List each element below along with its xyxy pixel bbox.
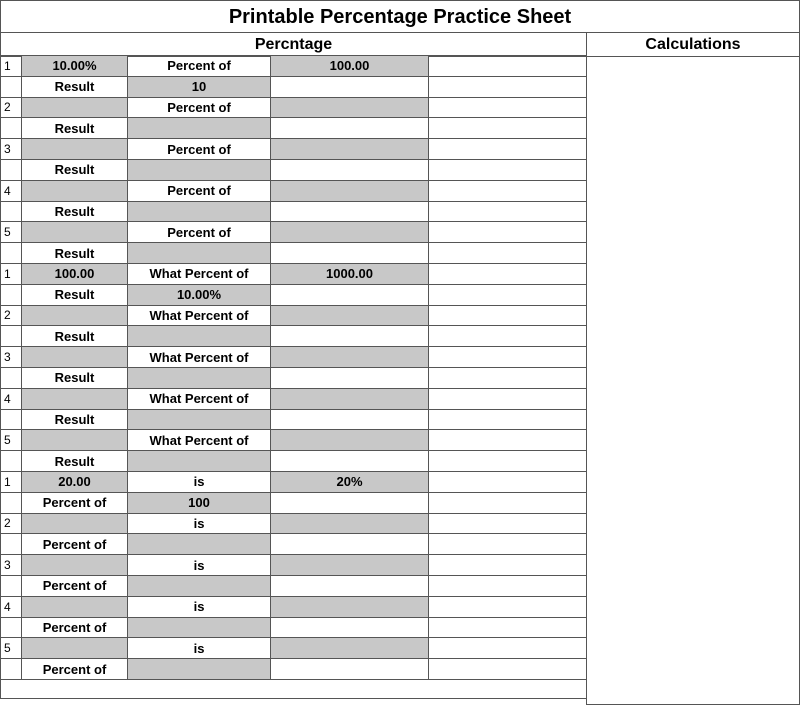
second-value-cell bbox=[270, 533, 429, 555]
second-value-cell bbox=[270, 575, 429, 597]
table-row bbox=[0, 118, 587, 139]
blank-cell bbox=[428, 284, 587, 306]
percentage-header: Percntage bbox=[0, 32, 587, 57]
operation-cell: is bbox=[127, 596, 271, 618]
first-value-cell: Percent of bbox=[21, 617, 128, 639]
first-value-cell[interactable] bbox=[21, 97, 128, 119]
blank-cell bbox=[428, 450, 587, 472]
table-row bbox=[0, 98, 587, 119]
row-number: 3 bbox=[0, 554, 22, 576]
operation-cell[interactable] bbox=[127, 575, 271, 597]
blank-cell bbox=[428, 533, 587, 555]
operation-cell: What Percent of bbox=[127, 429, 271, 451]
second-value-cell[interactable] bbox=[270, 429, 429, 451]
second-value-cell bbox=[270, 450, 429, 472]
table-row bbox=[0, 410, 587, 431]
blank-cell bbox=[428, 263, 587, 285]
blank-cell bbox=[428, 97, 587, 119]
calculations-area[interactable] bbox=[586, 56, 800, 705]
blank-cell bbox=[428, 658, 587, 680]
operation-cell: is bbox=[127, 554, 271, 576]
blank-cell bbox=[428, 471, 587, 493]
operation-cell: What Percent of bbox=[127, 263, 271, 285]
table-row bbox=[0, 493, 587, 514]
blank-cell bbox=[428, 367, 587, 389]
table-row bbox=[0, 202, 587, 223]
second-value-cell[interactable] bbox=[270, 138, 429, 160]
table-row bbox=[0, 451, 587, 472]
operation-cell[interactable] bbox=[127, 325, 271, 347]
operation-cell: Percent of bbox=[127, 180, 271, 202]
operation-cell[interactable] bbox=[127, 367, 271, 389]
blank-cell bbox=[428, 325, 587, 347]
second-value-cell bbox=[270, 159, 429, 181]
table-row bbox=[0, 306, 587, 327]
second-value-cell bbox=[270, 367, 429, 389]
blank-cell bbox=[428, 346, 587, 368]
second-value-cell bbox=[270, 409, 429, 431]
blank-cell bbox=[428, 305, 587, 327]
second-value-cell[interactable]: 1000.00 bbox=[270, 263, 429, 285]
operation-cell: is bbox=[127, 513, 271, 535]
table-row bbox=[0, 555, 587, 576]
table-row bbox=[0, 597, 587, 618]
first-value-cell: Result bbox=[21, 76, 128, 98]
table-row bbox=[0, 576, 587, 597]
row-number bbox=[0, 575, 22, 597]
first-value-cell[interactable] bbox=[21, 346, 128, 368]
operation-cell[interactable] bbox=[127, 409, 271, 431]
blank-cell bbox=[428, 221, 587, 243]
blank-cell bbox=[428, 596, 587, 618]
blank-cell bbox=[428, 55, 587, 77]
first-value-cell: Result bbox=[21, 201, 128, 223]
blank-cell bbox=[428, 117, 587, 139]
first-value-cell[interactable] bbox=[21, 305, 128, 327]
table-row bbox=[0, 139, 587, 160]
table-row bbox=[0, 472, 587, 493]
row-number: 5 bbox=[0, 221, 22, 243]
first-value-cell: Result bbox=[21, 450, 128, 472]
operation-cell[interactable] bbox=[127, 450, 271, 472]
second-value-cell bbox=[270, 117, 429, 139]
second-value-cell[interactable] bbox=[270, 97, 429, 119]
operation-cell: What Percent of bbox=[127, 305, 271, 327]
row-number: 3 bbox=[0, 138, 22, 160]
row-number bbox=[0, 533, 22, 555]
first-value-cell: Result bbox=[21, 159, 128, 181]
first-value-cell[interactable] bbox=[21, 221, 128, 243]
row-number: 5 bbox=[0, 637, 22, 659]
operation-cell[interactable] bbox=[127, 533, 271, 555]
first-value-cell: Percent of bbox=[21, 575, 128, 597]
second-value-cell[interactable] bbox=[270, 305, 429, 327]
first-value-cell: Result bbox=[21, 284, 128, 306]
operation-cell[interactable]: 10 bbox=[127, 76, 271, 98]
first-value-cell: Percent of bbox=[21, 658, 128, 680]
first-value-cell[interactable] bbox=[21, 596, 128, 618]
row-number bbox=[0, 159, 22, 181]
row-number: 2 bbox=[0, 97, 22, 119]
blank-cell bbox=[428, 242, 587, 264]
second-value-cell[interactable] bbox=[270, 637, 429, 659]
blank-cell bbox=[428, 513, 587, 535]
row-number: 1 bbox=[0, 471, 22, 493]
second-value-cell[interactable] bbox=[270, 388, 429, 410]
blank-cell bbox=[428, 76, 587, 98]
first-value-cell[interactable] bbox=[21, 180, 128, 202]
operation-cell: is bbox=[127, 471, 271, 493]
operation-cell[interactable] bbox=[127, 242, 271, 264]
row-number bbox=[0, 492, 22, 514]
operation-cell: Percent of bbox=[127, 97, 271, 119]
row-number bbox=[0, 242, 22, 264]
first-value-cell[interactable] bbox=[21, 637, 128, 659]
row-number: 1 bbox=[0, 55, 22, 77]
table-row bbox=[0, 181, 587, 202]
row-number: 2 bbox=[0, 305, 22, 327]
first-value-cell[interactable] bbox=[21, 513, 128, 535]
first-value-cell[interactable] bbox=[21, 554, 128, 576]
row-number bbox=[0, 409, 22, 431]
blank-cell bbox=[428, 180, 587, 202]
second-value-cell[interactable] bbox=[270, 596, 429, 618]
practice-rows bbox=[0, 56, 587, 680]
row-number bbox=[0, 201, 22, 223]
blank-cell bbox=[428, 429, 587, 451]
second-value-cell bbox=[270, 658, 429, 680]
table-row bbox=[0, 264, 587, 285]
first-value-cell: Result bbox=[21, 242, 128, 264]
first-value-cell: Result bbox=[21, 325, 128, 347]
operation-cell: Percent of bbox=[127, 55, 271, 77]
row-number bbox=[0, 284, 22, 306]
row-number bbox=[0, 617, 22, 639]
operation-cell: What Percent of bbox=[127, 388, 271, 410]
first-value-cell[interactable] bbox=[21, 388, 128, 410]
first-value-cell[interactable] bbox=[21, 429, 128, 451]
table-row bbox=[0, 222, 587, 243]
second-value-cell[interactable]: 20% bbox=[270, 471, 429, 493]
row-number bbox=[0, 76, 22, 98]
first-value-cell: Percent of bbox=[21, 533, 128, 555]
row-number: 2 bbox=[0, 513, 22, 535]
blank-cell bbox=[428, 492, 587, 514]
blank-cell bbox=[428, 637, 587, 659]
second-value-cell[interactable] bbox=[270, 346, 429, 368]
first-value-cell: Result bbox=[21, 367, 128, 389]
table-row bbox=[0, 243, 587, 264]
blank-cell bbox=[428, 388, 587, 410]
blank-cell bbox=[428, 138, 587, 160]
row-number: 4 bbox=[0, 388, 22, 410]
row-number bbox=[0, 367, 22, 389]
sheet-title: Printable Percentage Practice Sheet bbox=[0, 0, 800, 33]
table-row bbox=[0, 389, 587, 410]
second-value-cell bbox=[270, 617, 429, 639]
second-value-cell bbox=[270, 242, 429, 264]
blank-cell bbox=[428, 554, 587, 576]
first-value-cell: Result bbox=[21, 117, 128, 139]
operation-cell[interactable]: 10.00% bbox=[127, 284, 271, 306]
blank-row bbox=[0, 679, 587, 699]
table-row bbox=[0, 638, 587, 659]
operation-cell[interactable] bbox=[127, 117, 271, 139]
second-value-cell[interactable] bbox=[270, 221, 429, 243]
first-value-cell: Percent of bbox=[21, 492, 128, 514]
table-row bbox=[0, 514, 587, 535]
first-value-cell: Result bbox=[21, 409, 128, 431]
row-number: 4 bbox=[0, 596, 22, 618]
calculations-header: Calculations bbox=[586, 32, 800, 57]
table-row bbox=[0, 56, 587, 77]
table-row bbox=[0, 160, 587, 181]
operation-cell[interactable] bbox=[127, 658, 271, 680]
table-row bbox=[0, 77, 587, 98]
first-value-cell[interactable]: 20.00 bbox=[21, 471, 128, 493]
row-number bbox=[0, 117, 22, 139]
blank-cell bbox=[428, 575, 587, 597]
blank-cell bbox=[428, 409, 587, 431]
table-row bbox=[0, 347, 587, 368]
second-value-cell[interactable] bbox=[270, 180, 429, 202]
first-value-cell[interactable]: 100.00 bbox=[21, 263, 128, 285]
second-value-cell bbox=[270, 76, 429, 98]
table-row bbox=[0, 285, 587, 306]
blank-cell bbox=[428, 617, 587, 639]
second-value-cell bbox=[270, 284, 429, 306]
operation-cell: What Percent of bbox=[127, 346, 271, 368]
operation-cell: Percent of bbox=[127, 221, 271, 243]
row-number: 1 bbox=[0, 263, 22, 285]
table-row bbox=[0, 326, 587, 347]
table-row bbox=[0, 618, 587, 639]
first-value-cell[interactable] bbox=[21, 138, 128, 160]
operation-cell[interactable] bbox=[127, 159, 271, 181]
table-row bbox=[0, 659, 587, 680]
row-number: 3 bbox=[0, 346, 22, 368]
operation-cell: Percent of bbox=[127, 138, 271, 160]
blank-cell bbox=[428, 159, 587, 181]
second-value-cell bbox=[270, 325, 429, 347]
row-number bbox=[0, 450, 22, 472]
second-value-cell[interactable] bbox=[270, 513, 429, 535]
row-number bbox=[0, 658, 22, 680]
table-row bbox=[0, 534, 587, 555]
operation-cell: is bbox=[127, 637, 271, 659]
operation-cell[interactable]: 100 bbox=[127, 492, 271, 514]
table-row bbox=[0, 430, 587, 451]
first-value-cell[interactable]: 10.00% bbox=[21, 55, 128, 77]
row-number bbox=[0, 325, 22, 347]
table-row bbox=[0, 368, 587, 389]
second-value-cell bbox=[270, 492, 429, 514]
second-value-cell bbox=[270, 201, 429, 223]
second-value-cell[interactable] bbox=[270, 554, 429, 576]
second-value-cell[interactable]: 100.00 bbox=[270, 55, 429, 77]
row-number: 4 bbox=[0, 180, 22, 202]
blank-cell bbox=[428, 201, 587, 223]
row-number: 5 bbox=[0, 429, 22, 451]
operation-cell[interactable] bbox=[127, 617, 271, 639]
operation-cell[interactable] bbox=[127, 201, 271, 223]
